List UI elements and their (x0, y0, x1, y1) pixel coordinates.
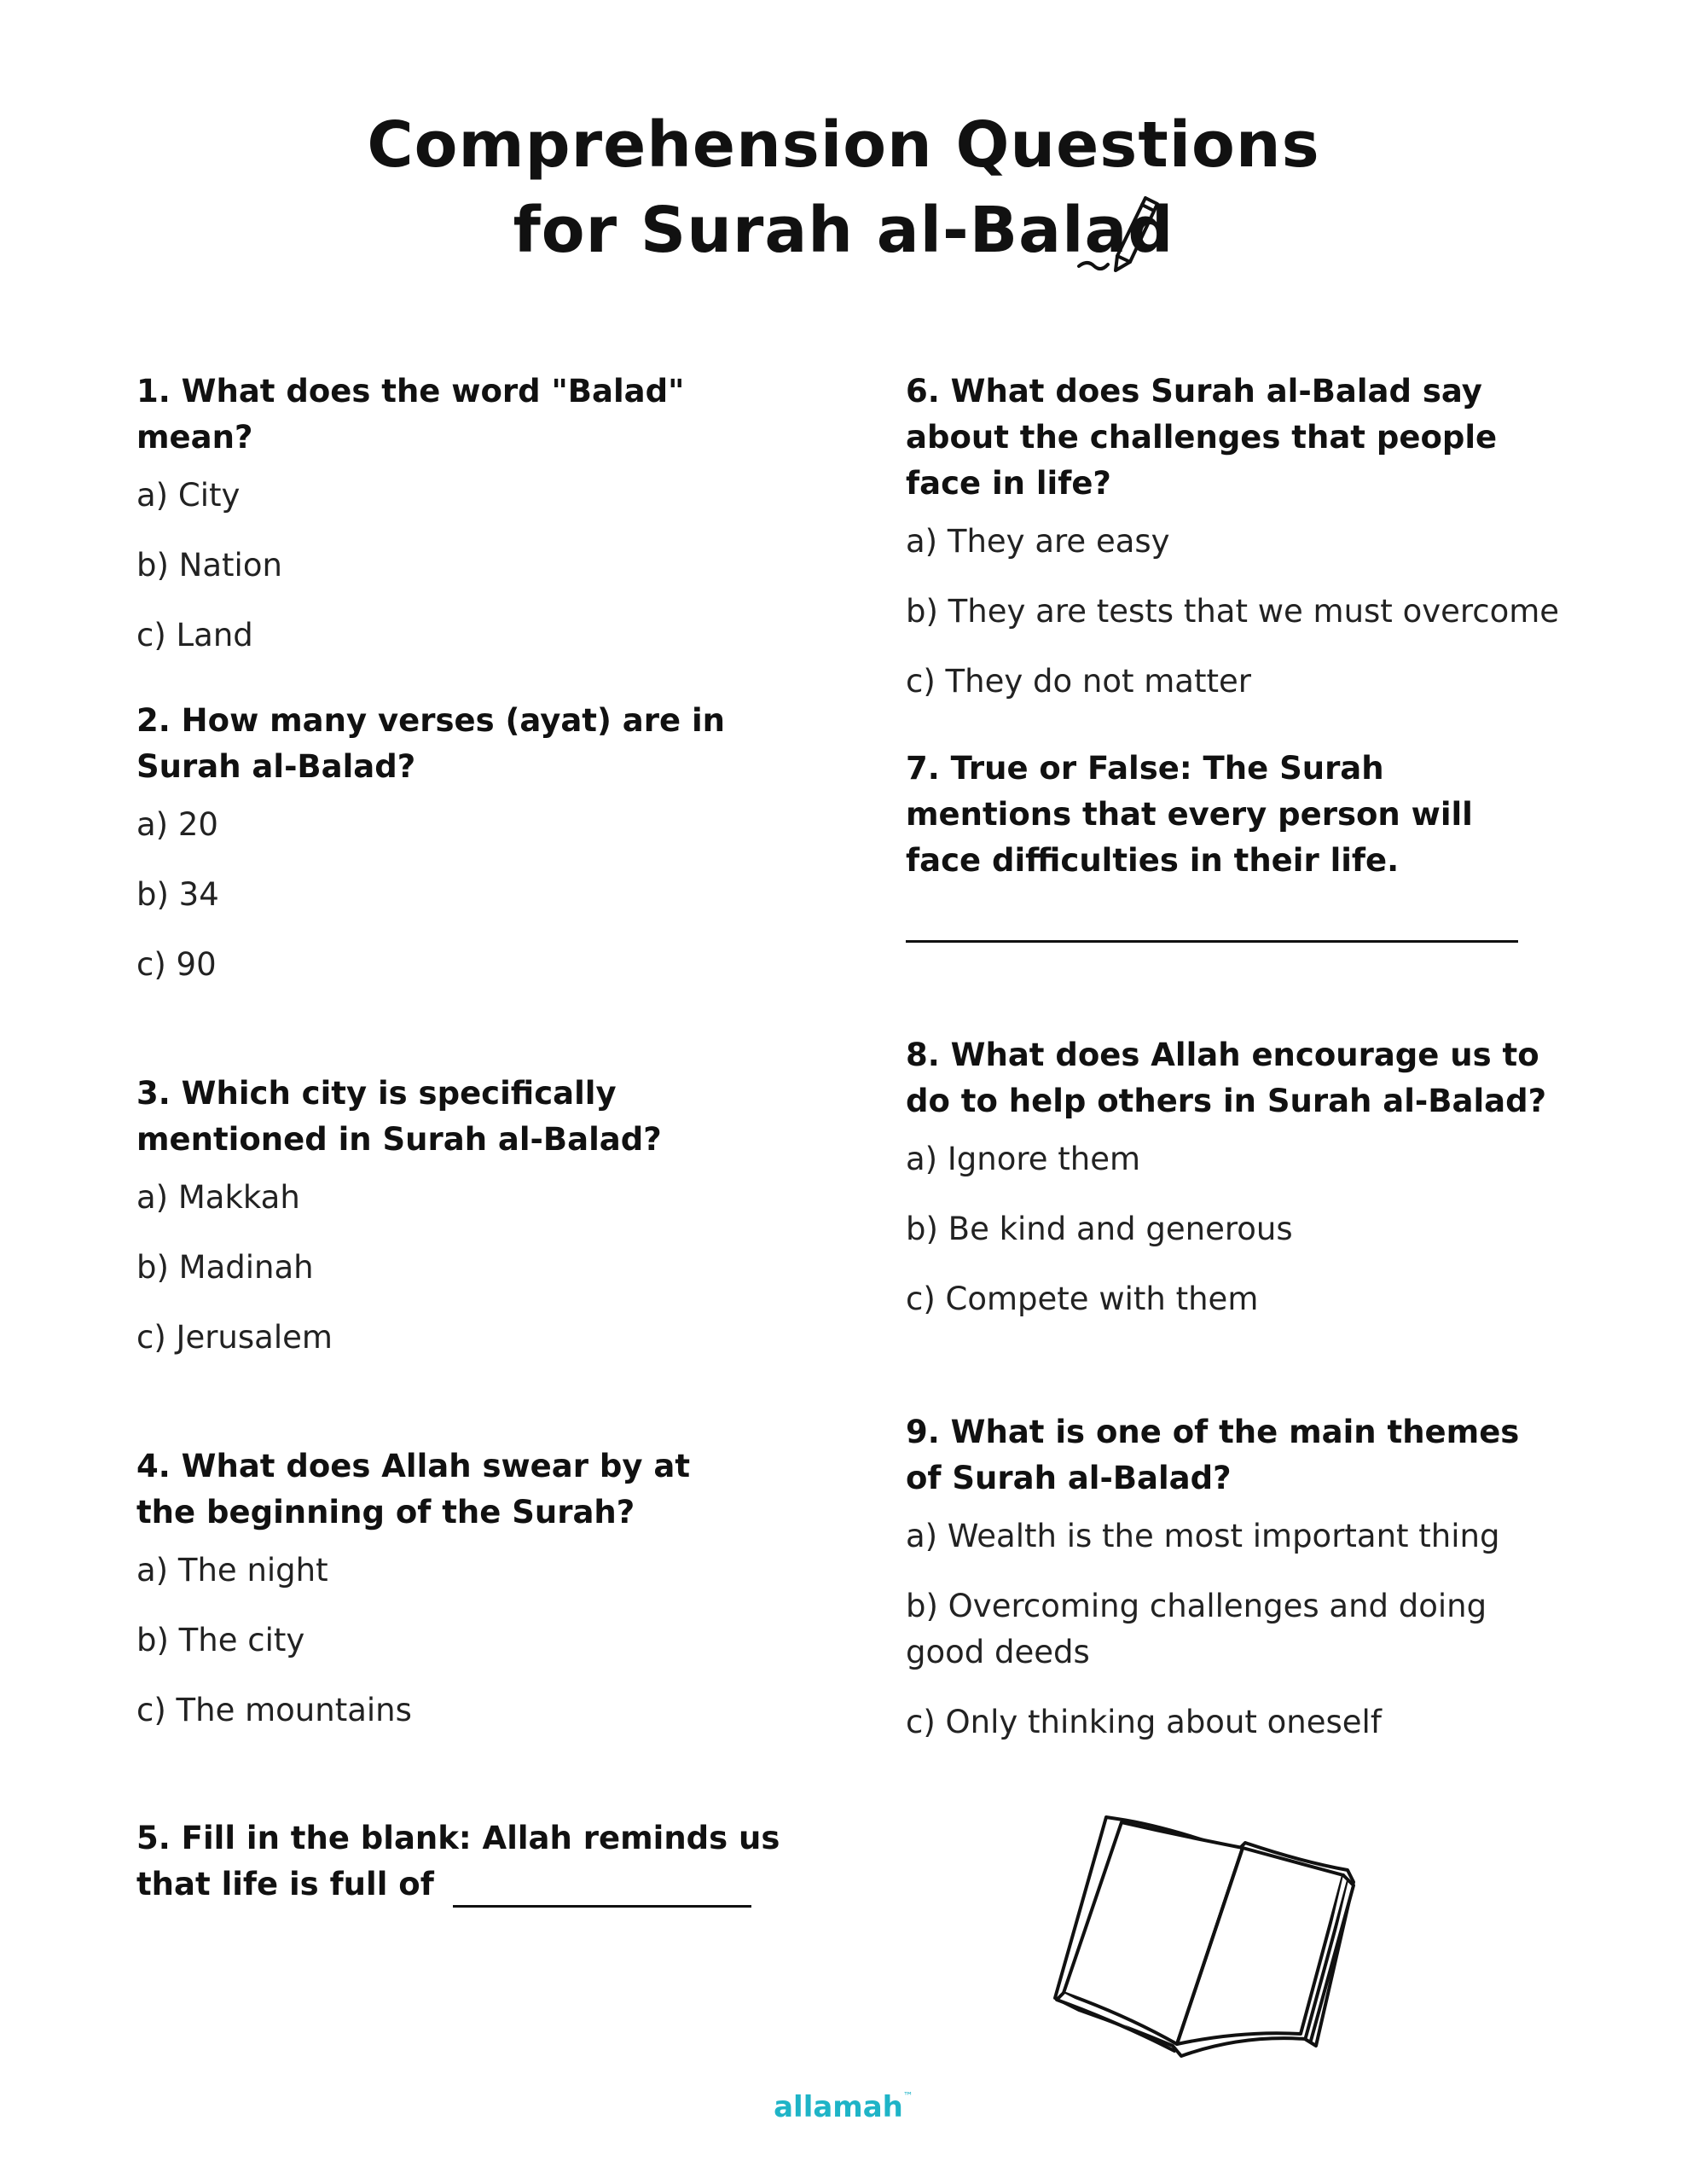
question-9-option-a: a) Wealth is the most important thing (906, 1518, 1500, 1554)
question-4 (136, 1443, 751, 1734)
question-5-text-line-2: that life is full of (136, 1866, 434, 1902)
question-8 (906, 1032, 1554, 1322)
question-8-option-a: a) Ignore them (906, 1141, 1141, 1177)
question-2-option-a: a) 20 (136, 806, 218, 843)
question-5-text-line-1: 5. Fill in the blank: Allah reminds us (136, 1820, 780, 1856)
question-1-text: 1. What does the word "Balad" mean? (136, 373, 685, 456)
question-6-option-c: c) They do not matter (906, 663, 1251, 700)
question-4-option-b: b) The city (136, 1622, 305, 1658)
question-5 (136, 1815, 802, 1908)
logo-trademark: ™ (902, 2090, 913, 2102)
question-6-option-b: b) They are tests that we must overcome (906, 593, 1560, 630)
question-1-option-b: b) Nation (136, 547, 282, 584)
question-3 (136, 1071, 802, 1361)
question-6 (906, 369, 1571, 705)
question-2-option-b: b) 34 (136, 876, 219, 913)
question-1-option-a: a) City (136, 477, 241, 514)
question-6-text: 6. What does Surah al-Balad say about the challenges that people face in life? (906, 373, 1498, 502)
question-3-option-b: b) Madinah (136, 1249, 314, 1286)
question-9 (906, 1409, 1554, 1745)
question-3-option-a: a) Makkah (136, 1179, 300, 1216)
answer-line[interactable] (906, 940, 1518, 943)
question-7 (906, 746, 1554, 884)
question-1-option-c: c) Land (136, 617, 253, 653)
page-title (0, 102, 1687, 273)
question-9-option-c: c) Only thinking about oneself (906, 1704, 1382, 1740)
question-3-text: 3. Which city is specifically mentioned in Surah al-Balad? (136, 1075, 662, 1158)
question-8-option-c: c) Compete with them (906, 1281, 1259, 1317)
pencil-icon (1070, 189, 1164, 275)
question-6-option-a: a) They are easy (906, 523, 1170, 560)
open-book-icon (1045, 1809, 1369, 2065)
title-line-2: for Surah al-Balad (513, 194, 1174, 267)
question-1 (136, 369, 802, 659)
answer-blank[interactable] (453, 1871, 751, 1908)
question-8-text: 8. What does Allah encourage us to do to help others in Surah al-Balad? (906, 1037, 1547, 1119)
question-2-text: 2. How many verses (ayat) are in Surah al-Balad? (136, 702, 725, 785)
question-2 (136, 698, 785, 988)
question-7-text: 7. True or False: The Surah mentions that every person will face difficulties in their life. (906, 750, 1473, 879)
allamah-logo (0, 2090, 1687, 2124)
title-line-1: Comprehension Questions (367, 108, 1320, 182)
question-4-option-c: c) The mountains (136, 1692, 412, 1728)
question-9-option-b: b) Overcoming challenges and doing good deeds (906, 1588, 1487, 1670)
question-3-option-c: c) Jerusalem (136, 1319, 333, 1356)
question-9-text: 9. What is one of the main themes of Surah al-Balad? (906, 1414, 1520, 1496)
question-2-option-c: c) 90 (136, 946, 217, 983)
question-4-text: 4. What does Allah swear by at the beginning of the Surah? (136, 1448, 690, 1531)
logo-text: allamah (774, 2090, 903, 2124)
question-4-option-a: a) The night (136, 1552, 328, 1589)
question-8-option-b: b) Be kind and generous (906, 1211, 1293, 1247)
